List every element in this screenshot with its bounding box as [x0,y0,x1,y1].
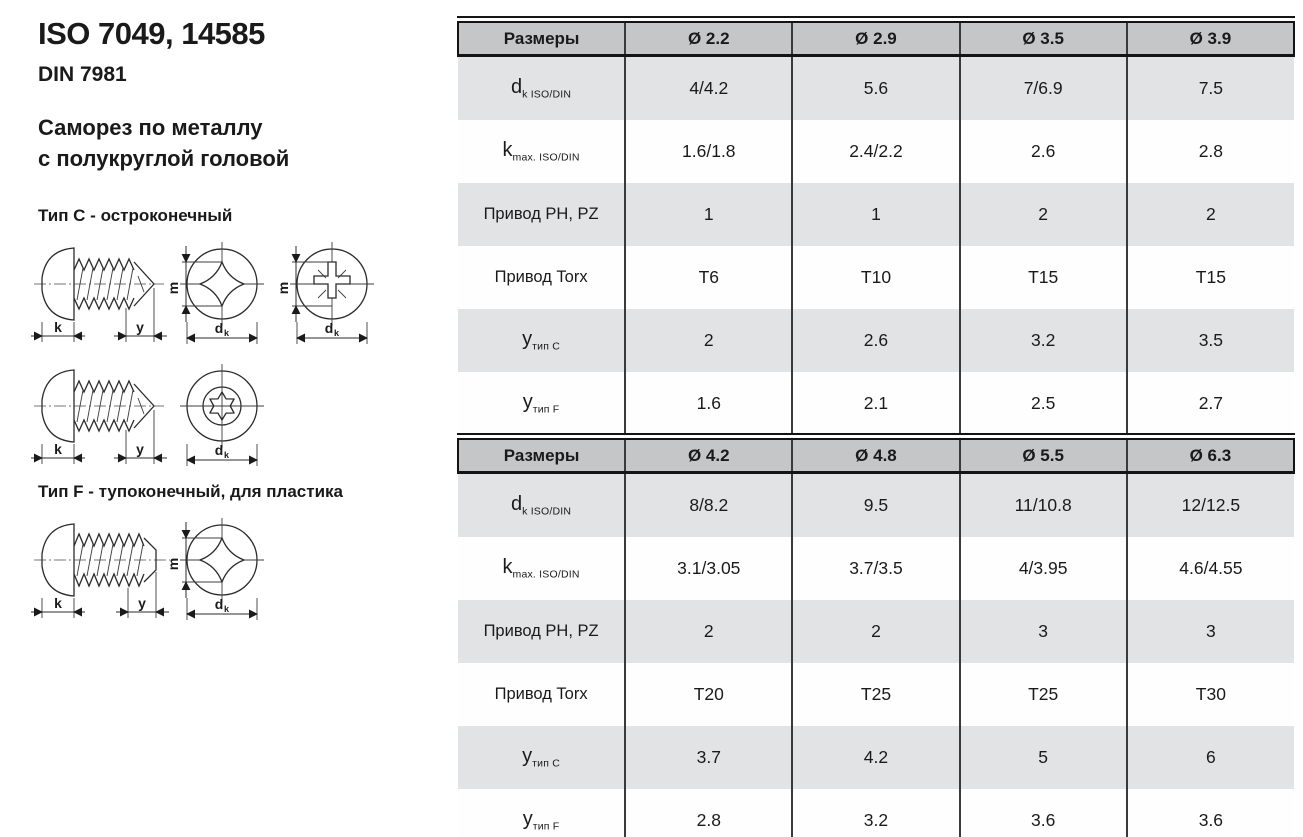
description-line-2: с полукруглой головой [38,146,290,171]
dim-label-m: m [165,557,181,571]
table-header-row [458,439,1294,473]
table-top-rule [457,16,1295,18]
product-description [38,112,289,174]
header-diameter-3: Ø 5.5 [960,439,1127,473]
value-cell: 3 [1127,600,1294,663]
header-diameter-1: Ø 4.2 [625,439,792,473]
row-label: $d_{k ISO/DIN}$ [458,56,625,121]
dim-label-m: m [275,281,291,295]
row-label: $k_{max. ISO/DIN}$ [458,537,625,600]
value-cell: 7/6.9 [960,56,1127,121]
table-row-kmax [458,537,1294,600]
value-cell: 1 [792,183,959,246]
diagram-type-c-screw-torx [30,358,400,476]
dim-label-dk-sub: k [224,328,230,338]
value-cell: 4/4.2 [625,56,792,121]
dim-label-dk: d [214,442,224,458]
dimension-table-small [457,16,1295,435]
table-row-drive-ph-pz [458,183,1294,246]
dimension-table-large [457,433,1295,837]
value-cell: 3.6 [960,789,1127,837]
table-header-row [458,22,1294,56]
table-row-drive-torx [458,246,1294,309]
row-label: $y_{тип F}$ [458,789,625,837]
value-cell: 6 [1127,726,1294,789]
table-top-rule [457,433,1295,435]
table-row-y-type-c [458,309,1294,372]
diagram-type-c-screw-ph-pz [30,236,400,354]
header-diameter-4: Ø 6.3 [1127,439,1294,473]
value-cell: T10 [792,246,959,309]
dim-label-k: k [54,319,62,335]
value-cell: 3.7 [625,726,792,789]
value-cell: 5.6 [792,56,959,121]
table-row-drive-ph-pz [458,600,1294,663]
table-row-dk [458,56,1294,121]
value-cell: 2.8 [625,789,792,837]
dim-label-y: y [136,319,144,335]
dim-label-dk-sub: k [224,604,230,614]
header-diameter-3: Ø 3.5 [960,22,1127,56]
value-cell: 11/10.8 [960,473,1127,538]
header-sizes: Размеры [458,439,625,473]
dim-label-dk: d [214,596,224,612]
value-cell: T20 [625,663,792,726]
value-cell: T25 [792,663,959,726]
header-diameter-2: Ø 2.9 [792,22,959,56]
table-row-y-type-f [458,789,1294,837]
dim-label-k: k [54,595,62,611]
value-cell: 3.2 [960,309,1127,372]
value-cell: 2 [792,600,959,663]
header-diameter-4: Ø 3.9 [1127,22,1294,56]
row-label: Привод Torx [458,663,625,726]
dim-label-k: k [54,441,62,457]
header-diameter-1: Ø 2.2 [625,22,792,56]
dim-label-y: y [136,441,144,457]
value-cell: 3 [960,600,1127,663]
value-cell: T6 [625,246,792,309]
table-row-y-type-c [458,726,1294,789]
value-cell: 2.4/2.2 [792,120,959,183]
dim-label-y: y [138,595,146,611]
dimension-table [457,438,1295,837]
value-cell: 2.6 [960,120,1127,183]
header-diameter-2: Ø 4.8 [792,439,959,473]
header-sizes: Размеры [458,22,625,56]
value-cell: T25 [960,663,1127,726]
dimension-table [457,21,1295,435]
row-label: $y_{тип C}$ [458,309,625,372]
description-line-1: Саморез по металлу [38,115,263,140]
type-c-heading: Тип C - остроконечный [38,206,233,225]
table-row-dk [458,473,1294,538]
dim-label-dk-sub: k [334,328,340,338]
value-cell: 2 [1127,183,1294,246]
standard-din: DIN 7981 [38,63,127,86]
dim-label-dk-sub: k [224,450,230,460]
table-row-kmax [458,120,1294,183]
row-label: $y_{тип C}$ [458,726,625,789]
value-cell: 3.2 [792,789,959,837]
value-cell: 1.6/1.8 [625,120,792,183]
row-label: $k_{max. ISO/DIN}$ [458,120,625,183]
row-label: $d_{k ISO/DIN}$ [458,473,625,538]
value-cell: T15 [1127,246,1294,309]
type-f-heading: Тип F - тупоконечный, для пластика [38,482,343,501]
diagram-type-f-screw-ph [30,512,400,630]
row-label: $y_{тип F}$ [458,372,625,435]
table-row-drive-torx [458,663,1294,726]
value-cell: 9.5 [792,473,959,538]
table-row-y-type-f [458,372,1294,435]
dim-label-m: m [165,281,181,295]
value-cell: 12/12.5 [1127,473,1294,538]
value-cell: 2.1 [792,372,959,435]
value-cell: 2.6 [792,309,959,372]
value-cell: 3.5 [1127,309,1294,372]
row-label: Привод PH, PZ [458,183,625,246]
dim-label-dk: d [214,320,224,336]
value-cell: 1 [625,183,792,246]
value-cell: 2.5 [960,372,1127,435]
value-cell: 2.7 [1127,372,1294,435]
value-cell: 2 [625,600,792,663]
value-cell: 4/3.95 [960,537,1127,600]
value-cell: 2.8 [1127,120,1294,183]
value-cell: 2 [625,309,792,372]
value-cell: T30 [1127,663,1294,726]
page-title: ISO 7049, 14585 [38,16,265,51]
row-label: Привод PH, PZ [458,600,625,663]
value-cell: 4.2 [792,726,959,789]
value-cell: T15 [960,246,1127,309]
row-label: Привод Torx [458,246,625,309]
value-cell: 2 [960,183,1127,246]
value-cell: 3.7/3.5 [792,537,959,600]
value-cell: 3.1/3.05 [625,537,792,600]
dim-label-dk: d [324,320,334,336]
value-cell: 7.5 [1127,56,1294,121]
value-cell: 4.6/4.55 [1127,537,1294,600]
value-cell: 3.6 [1127,789,1294,837]
value-cell: 8/8.2 [625,473,792,538]
value-cell: 5 [960,726,1127,789]
value-cell: 1.6 [625,372,792,435]
